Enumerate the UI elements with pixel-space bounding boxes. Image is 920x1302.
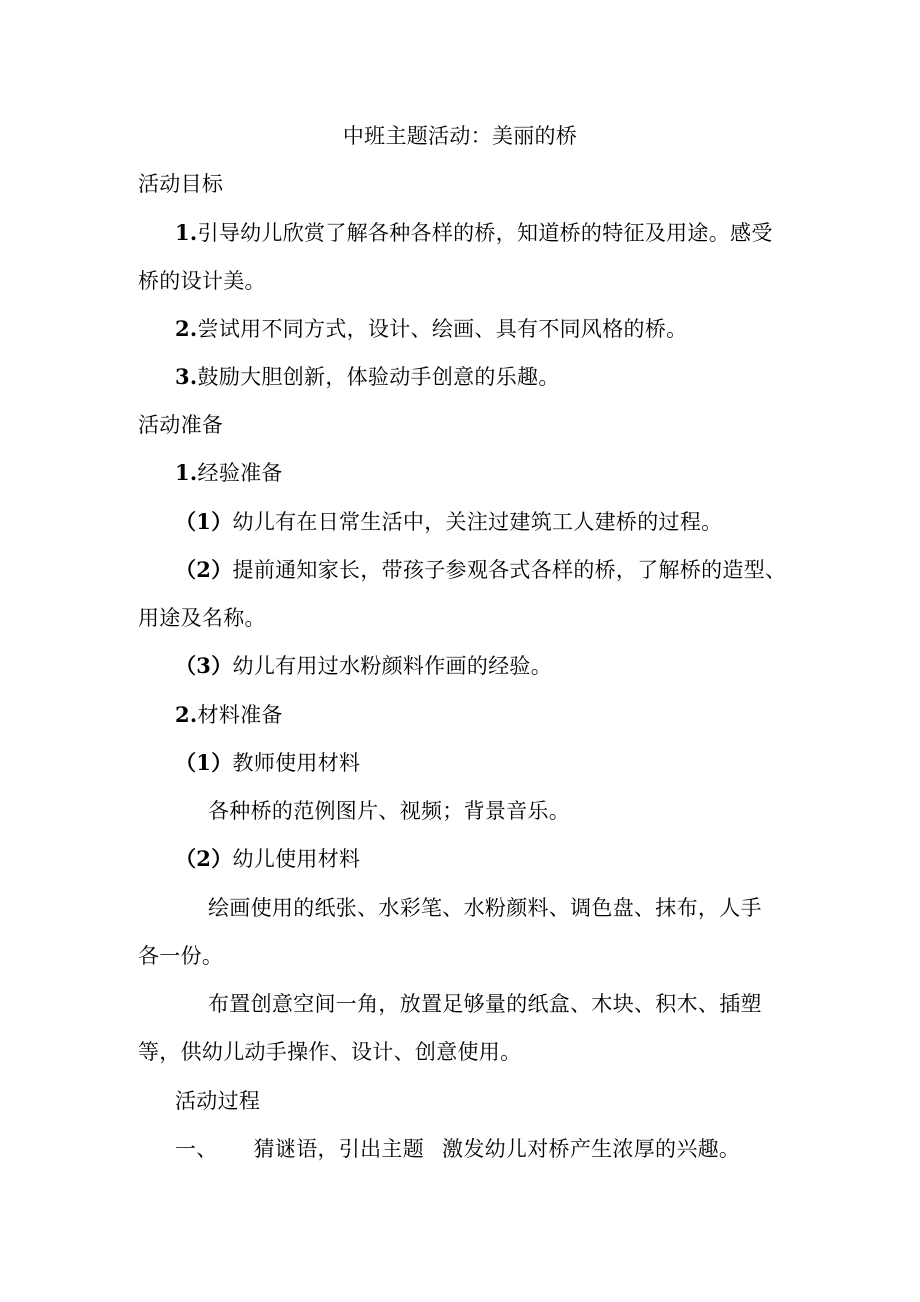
goal-1	[175, 218, 773, 248]
material-3-continuation: 等，供幼儿动手操作、设计、创意使用。	[138, 1040, 522, 1064]
goal-2-number: 2.	[175, 316, 198, 341]
goal-1-text: 引导幼儿欣赏了解各种各样的桥，知道桥的特征及用途。感受	[197, 221, 773, 245]
experience-2-text: 提前通知家长，带孩子参观各式各样的桥，了解桥的造型、	[232, 558, 787, 582]
goal-1-number: 1.	[175, 220, 198, 245]
prep-heading: 活动准备	[138, 413, 224, 437]
goals-heading: 活动目标	[138, 172, 224, 196]
prep-2-number: 2.	[175, 702, 198, 727]
prep-2-text: 材料准备	[197, 703, 283, 727]
goal-3-number: 3.	[175, 364, 198, 389]
prep-1-text: 经验准备	[197, 461, 283, 485]
goal-2-text: 尝试用不同方式，设计、绘画、具有不同风格的桥。	[197, 317, 688, 341]
goal-3	[175, 362, 560, 392]
step-1-number: 一、	[175, 1137, 218, 1161]
goal-1-continuation: 桥的设计美。	[138, 269, 266, 293]
material-1	[175, 748, 360, 778]
experience-1-number: （1）	[175, 509, 233, 534]
material-3: 布置创意空间一角，放置足够量的纸盒、木块、积木、插塑	[208, 992, 762, 1016]
step-1-part-1: 猜谜语，引出主题	[253, 1137, 425, 1161]
material-2-number: （2）	[175, 846, 233, 871]
step-1	[175, 1134, 740, 1164]
experience-3	[175, 651, 552, 681]
goal-3-text: 鼓励大胆创新，体验动手创意的乐趣。	[197, 365, 560, 389]
prep-1-number: 1.	[175, 460, 198, 485]
document-title: 中班主题活动：美丽的桥	[342, 124, 578, 148]
material-1-detail: 各种桥的范例图片、视频；背景音乐。	[208, 799, 571, 823]
prep-2	[175, 700, 283, 730]
prep-1	[175, 458, 283, 488]
experience-2-number: （2）	[175, 557, 233, 582]
experience-2	[175, 555, 786, 585]
material-1-text: 教师使用材料	[232, 751, 361, 775]
experience-3-text: 幼儿有用过水粉颜料作画的经验。	[232, 654, 553, 678]
experience-3-number: （3）	[175, 653, 233, 678]
experience-2-continuation: 用途及名称。	[138, 606, 266, 630]
material-1-number: （1）	[175, 750, 233, 775]
material-2-detail-continuation: 各一份。	[138, 944, 224, 968]
material-2-text: 幼儿使用材料	[232, 847, 361, 871]
step-1-part-2: 激发幼儿对桥产生浓厚的兴趣。	[442, 1137, 741, 1161]
process-heading: 活动过程	[175, 1089, 261, 1113]
experience-1	[175, 507, 722, 537]
material-2	[175, 844, 360, 874]
material-2-detail: 绘画使用的纸张、水彩笔、水粉颜料、调色盘、抹布，人手	[208, 896, 762, 920]
goal-2	[175, 314, 687, 344]
experience-1-text: 幼儿有在日常生活中，关注过建筑工人建桥的过程。	[232, 510, 723, 534]
